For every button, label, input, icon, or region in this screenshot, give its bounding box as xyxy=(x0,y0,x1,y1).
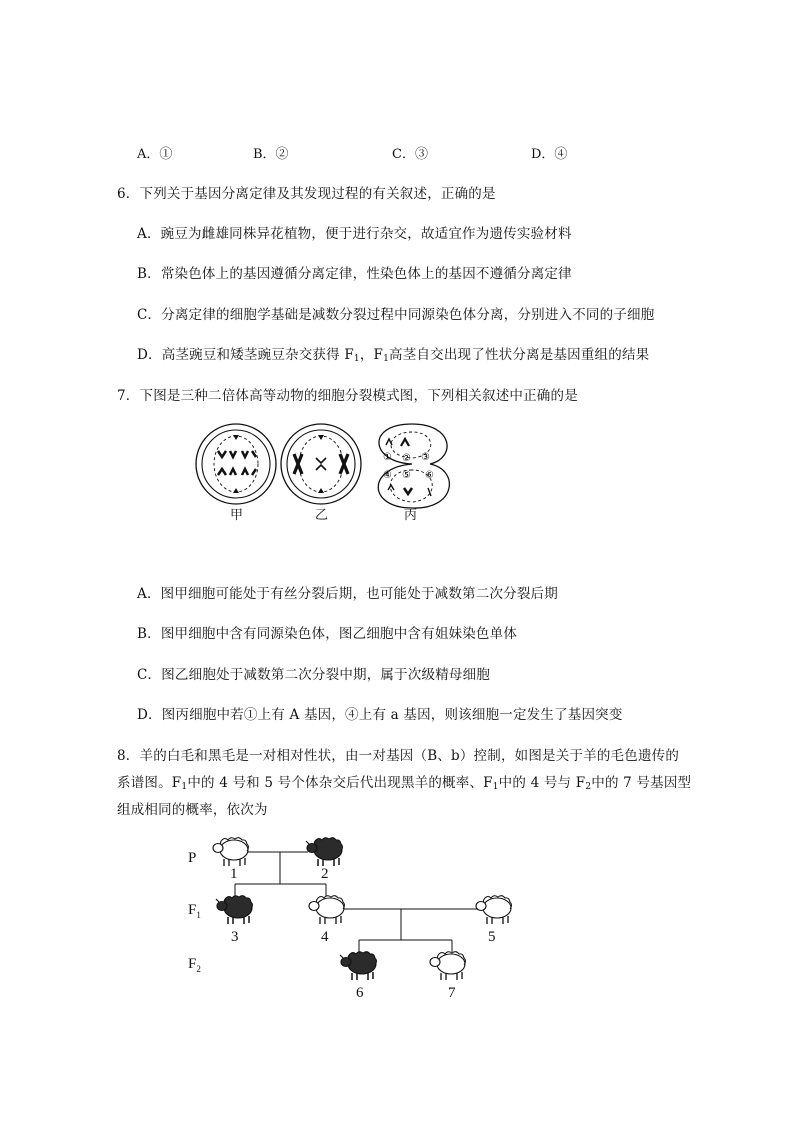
q6-d-mid: ，F xyxy=(359,347,384,363)
q7-option-b: B．图甲细胞中含有同源染色体，图乙细胞中含有姐妹染色单体 xyxy=(137,626,518,642)
individual-7: 7 xyxy=(448,985,456,1001)
q6-option-a: A．豌豆为雌雄同株异花植物，便于进行杂交，故适宜作为遗传实验材料 xyxy=(137,226,572,242)
q7-option-c: C．图乙细胞处于减数第二次分裂中期，属于次级精母细胞 xyxy=(137,667,491,683)
circled-4: ④ xyxy=(383,470,392,481)
q8-line2 xyxy=(117,771,691,792)
q8-l2-sub1b: 1 xyxy=(492,782,499,792)
gen-label-f1-text: F xyxy=(188,902,197,918)
q8-l2-d: 中的 7 号基因型 xyxy=(591,775,692,791)
individual-3: 3 xyxy=(231,929,239,945)
q6-d-pre: D．高茎豌豆和矮茎豌豆杂交获得 F xyxy=(137,347,354,363)
sheep-1-white xyxy=(213,838,249,866)
gen-label-f2-text: F xyxy=(188,956,197,972)
individual-5: 5 xyxy=(488,929,496,945)
q8-l2-a: 系谱图。F xyxy=(117,775,182,791)
q7-option-d: D．图丙细胞中若①上有 A 基因，④上有 a 基因，则该细胞一定发生了基因突变 xyxy=(137,707,623,723)
q6-option-b: B．常染色体上的基因遵循分离定律，性染色体上的基因不遵循分离定律 xyxy=(137,266,572,282)
pedigree-figure xyxy=(180,828,520,1003)
cell-jia xyxy=(196,424,276,504)
cell-bing xyxy=(378,424,449,508)
gen-label-p: P xyxy=(188,850,197,866)
q6-option-c: C．分离定律的细胞学基础是减数分裂过程中同源染色体分离，分别进入不同的子细胞 xyxy=(137,307,655,323)
q8-l2-c: 中的 4 号与 F xyxy=(498,775,586,791)
sheep-2-black xyxy=(306,838,343,866)
circled-3: ③ xyxy=(421,452,430,463)
gen-label-f1-sub: 1 xyxy=(196,910,201,920)
gen-label-f2-sub: 2 xyxy=(196,964,201,974)
individual-4: 4 xyxy=(321,929,329,945)
sheep-6-black xyxy=(340,952,377,980)
label-bing: 丙 xyxy=(404,508,418,523)
sheep-4-white xyxy=(309,896,345,924)
q8-l2-sub1: 1 xyxy=(181,782,188,792)
circled-6: ⑥ xyxy=(425,470,434,481)
q8-l2-b: 中的 4 号和 5 号个体杂交后代出现黑羊的概率、F xyxy=(187,775,493,791)
gen-label-f2 xyxy=(188,956,201,974)
sheep-7-white xyxy=(430,952,466,980)
label-jia: 甲 xyxy=(230,508,244,523)
individual-6: 6 xyxy=(356,985,364,1001)
q6-option-d xyxy=(137,343,649,364)
cell-yi xyxy=(281,424,361,504)
individual-1: 1 xyxy=(230,866,238,882)
q5-option-a: A．① xyxy=(137,147,173,162)
sheep-5-white xyxy=(476,896,512,924)
circled-5: ⑤ xyxy=(402,470,411,481)
sheep-3-black xyxy=(216,896,253,924)
q6-d-sub: 1 xyxy=(353,354,360,364)
label-yi: 乙 xyxy=(315,508,329,523)
individual-2: 2 xyxy=(321,866,329,882)
q6-stem: 6．下列关于基因分离定律及其发现过程的有关叙述，正确的是 xyxy=(117,186,496,202)
cell-division-figure xyxy=(190,418,465,523)
q8-line3: 组成相同的概率，依次为 xyxy=(117,802,268,818)
q6-d-sub2: 1 xyxy=(383,354,390,364)
q5-option-b: B．② xyxy=(253,147,289,162)
circled-2: ② xyxy=(402,453,411,464)
q6-d-post: 高茎自交出现了性状分离是基因重组的结果 xyxy=(389,347,650,363)
circled-1: ① xyxy=(383,452,392,463)
gen-label-f1 xyxy=(188,902,201,920)
q5-option-d: D．④ xyxy=(531,147,568,162)
q7-stem: 7．下图是三种二倍体高等动物的细胞分裂模式图，下列相关叙述中正确的是 xyxy=(117,388,578,404)
q8-l2-sub2: 2 xyxy=(585,782,592,792)
q7-option-a: A．图甲细胞可能处于有丝分裂后期，也可能处于减数第二次分裂后期 xyxy=(137,586,558,602)
q5-option-c: C．③ xyxy=(392,147,428,162)
q8-line1: 8．羊的白毛和黑毛是一对相对性状，由一对基因（B、b）控制，如图是关于羊的毛色遗传的 xyxy=(117,748,680,764)
